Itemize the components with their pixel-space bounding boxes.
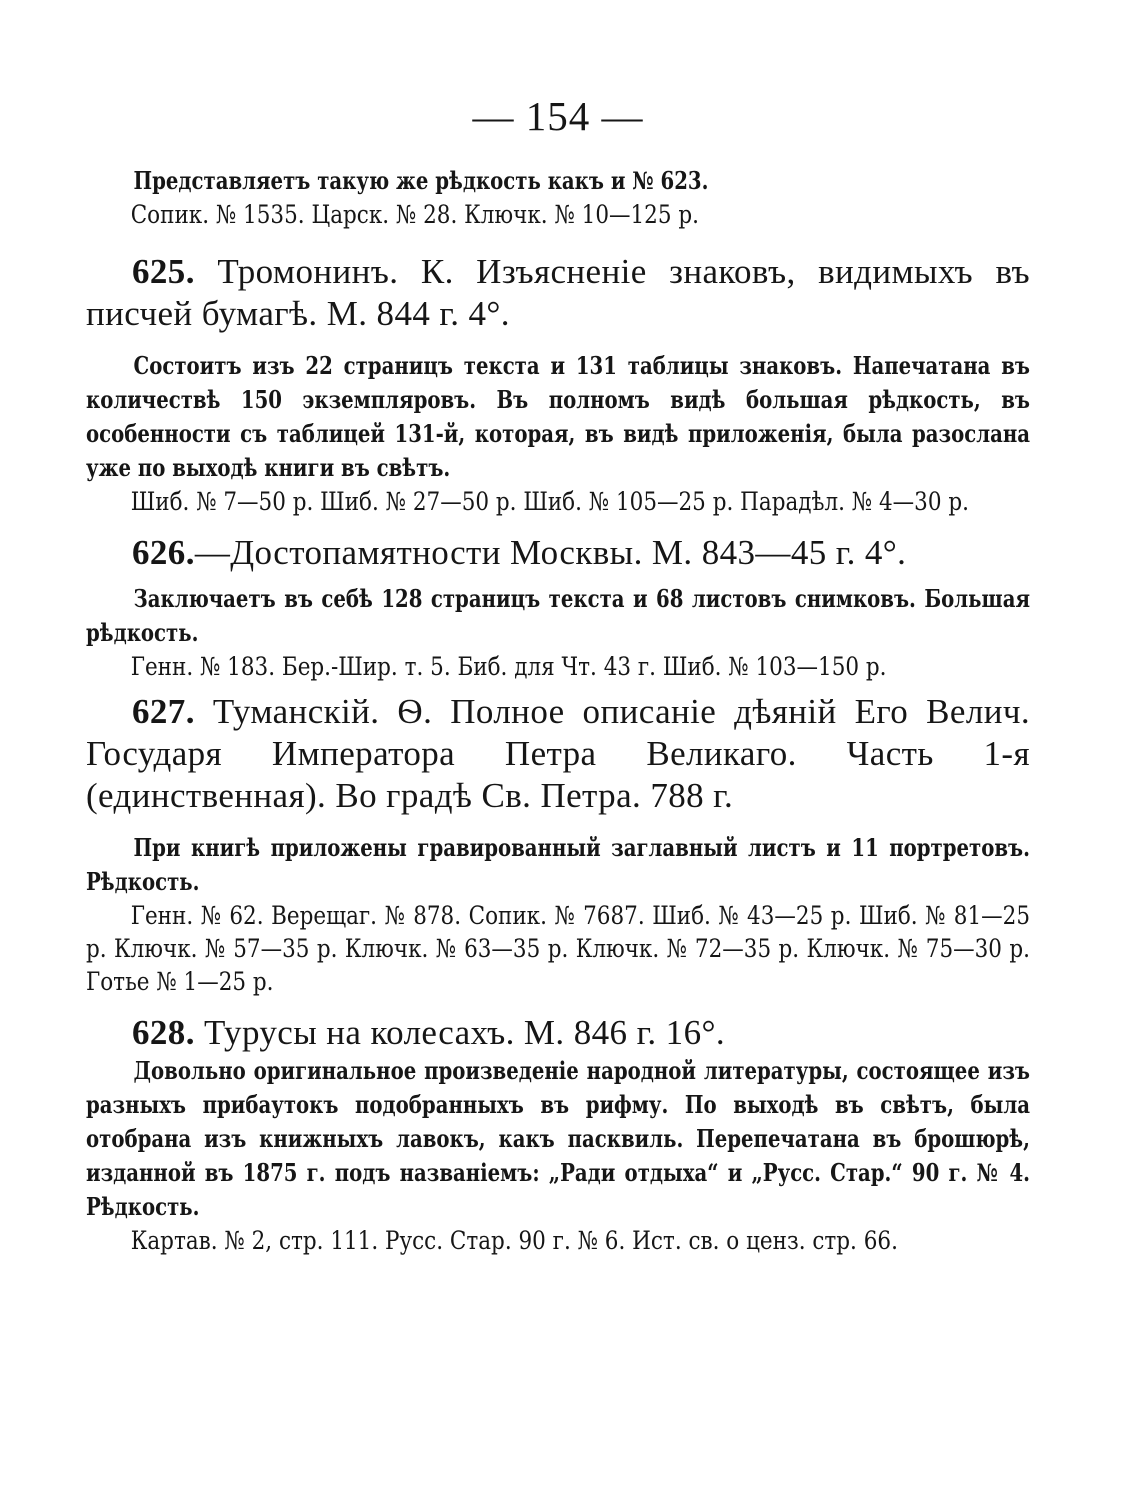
entry-title: Туманскій. Ѳ. Полное описаніе дѣяній Его Велич. Государя Императора Петра Великаго. Часть 1-я (единственная). Во градѣ Св. Петра. 788 г. xyxy=(86,692,1030,815)
entry-note: При книгѣ приложены гравированный заглавный листъ и 11 портретовъ. Рѣдкость. xyxy=(86,833,1030,896)
catalog-entry-627 xyxy=(86,691,1030,998)
page-number: — 154 — xyxy=(472,93,644,139)
entry-number: 625. xyxy=(132,252,195,291)
entry-note: Заключаетъ въ себѣ 128 страницъ текста и 68 листовъ снимковъ. Большая рѣдкость. xyxy=(86,584,1030,647)
entry-references: Сопик. № 1535. Царск. № 28. Ключк. № 10—125 р. xyxy=(130,200,699,229)
entry-note: Представляетъ такую же рѣдкость какъ и № 623. xyxy=(133,166,709,195)
entry-note: Состоитъ изъ 22 страницъ текста и 131 таблицы знаковъ. Напечатана въ количествѣ 150 экземпляровъ. Въ полномъ видѣ большая рѣдкость, въ особенности съ таблицей 131-й, которая, въ видѣ приложенія, была разослана уже по выходѣ книги въ свѣтъ. xyxy=(86,351,1030,482)
entry-title: —Достопамятности Москвы. М. 843—45 г. 4°. xyxy=(194,533,907,572)
entry-title: Турусы на колесахъ. М. 846 г. 16°. xyxy=(204,1013,726,1052)
entry-number: 628. xyxy=(132,1013,195,1052)
entry-title: Тромонинъ. К. Изъясненіе знаковъ, видимыхъ въ писчей бумагѣ. М. 844 г. 4°. xyxy=(86,252,1030,333)
entry-heading xyxy=(86,532,1030,574)
book-page xyxy=(86,88,1030,1257)
entry-number: 627. xyxy=(132,692,195,731)
entry-references: Генн. № 183. Бер.-Шир. т. 5. Биб. для Чт. 43 г. Шиб. № 103—150 р. xyxy=(130,652,887,681)
entry-heading xyxy=(86,251,1030,335)
entry-heading xyxy=(86,1012,1030,1054)
entry-heading xyxy=(86,691,1030,817)
catalog-entry-628 xyxy=(86,1012,1030,1257)
previous-entry-continuation xyxy=(86,164,1030,231)
entry-number: 626. xyxy=(132,533,195,572)
entry-references: Шиб. № 7—50 р. Шиб. № 27—50 р. Шиб. № 105—25 р. Парадѣл. № 4—30 р. xyxy=(130,487,969,516)
entry-references: Картав. № 2, стр. 111. Русс. Стар. 90 г. № 6. Ист. св. о ценз. стр. 66. xyxy=(130,1226,898,1255)
catalog-entry-626 xyxy=(86,532,1030,683)
entry-note: Довольно оригинальное произведеніе народной литературы, состоящее изъ разныхъ прибаутокъ подобранныхъ въ рифму. По выходѣ въ свѣтъ, была отобрана изъ книжныхъ лавокъ, какъ пасквиль. Перепечатана въ брошюрѣ, изданной въ 1875 г. подъ названіемъ: „Ради отдыха“ и „Русс. Стар.“ 90 г. № 4. Рѣдкость. xyxy=(86,1056,1030,1221)
catalog-entry-625 xyxy=(86,251,1030,518)
entry-references: Генн. № 62. Верещаг. № 878. Сопик. № 7687. Шиб. № 43—25 р. Шиб. № 81—25 р. Ключк. № 57—35 р. Ключк. № 63—35 р. Ключк. № 72—35 р. Ключк. № 75—30 р. Готье № 1—25 р. xyxy=(86,901,1030,996)
